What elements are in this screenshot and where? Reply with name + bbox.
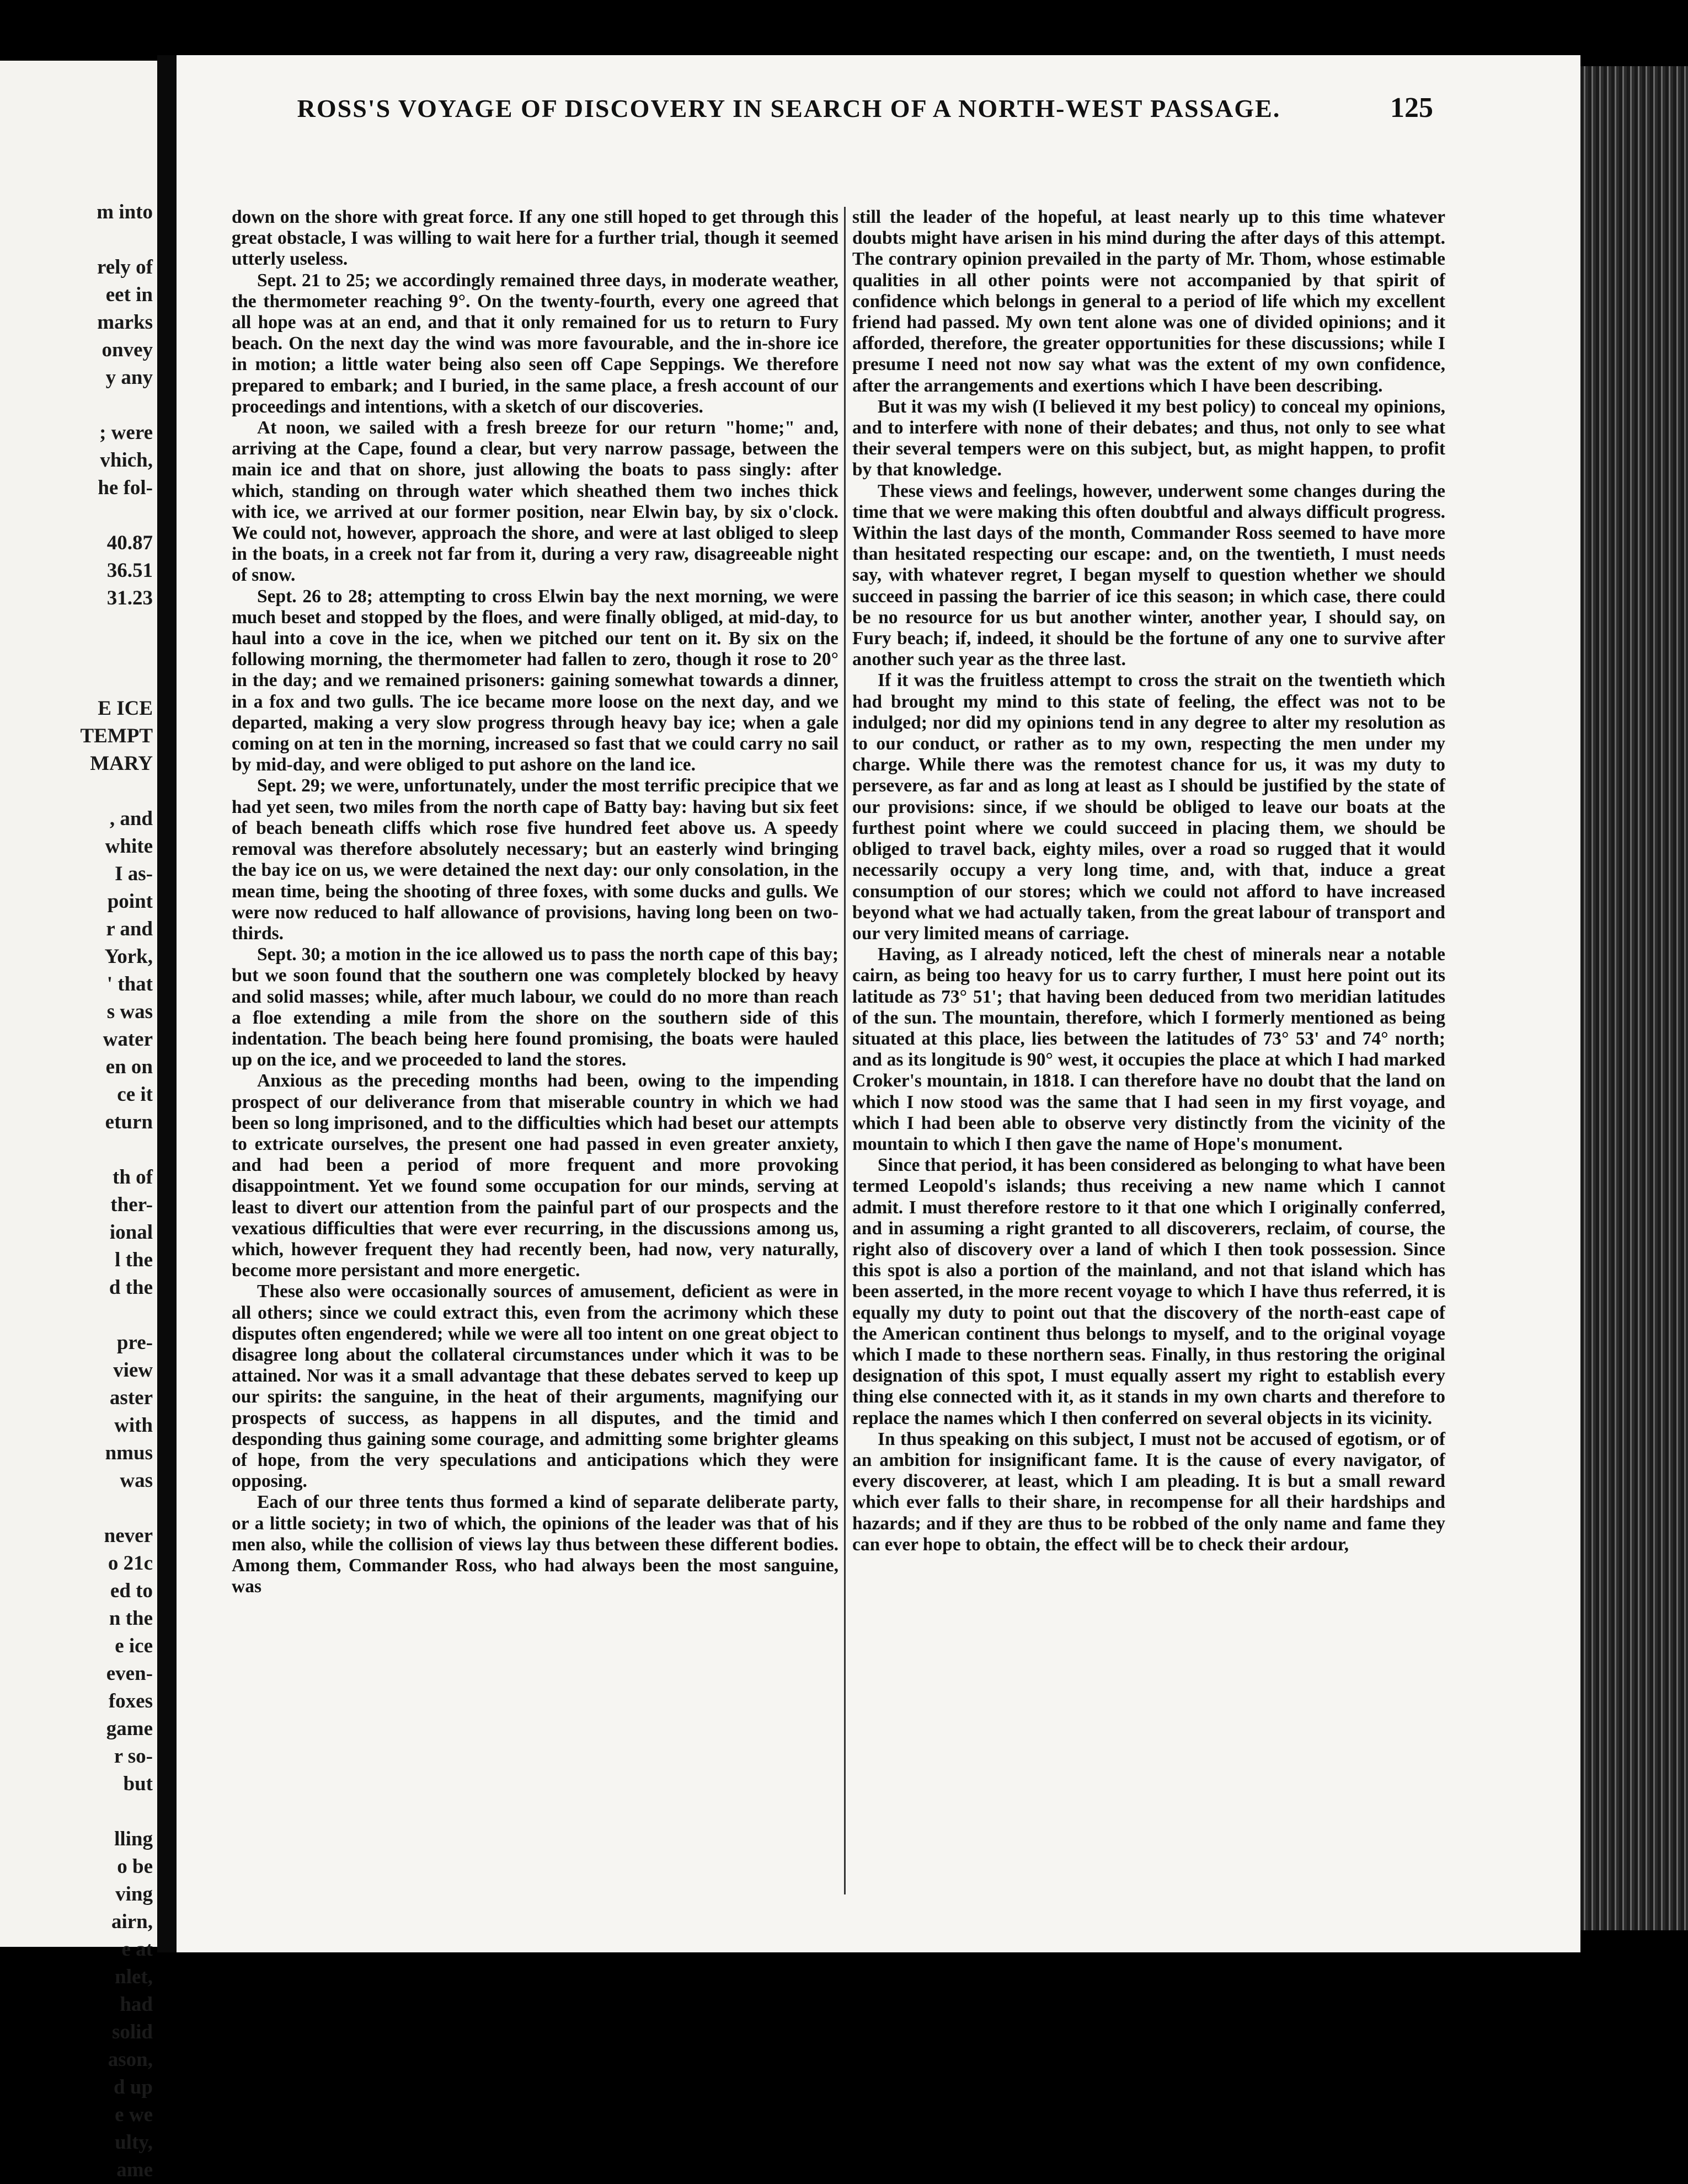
text-fragment: o 21c bbox=[108, 1552, 153, 1575]
text-fragment: MARY bbox=[90, 752, 153, 775]
text-fragment: but bbox=[123, 1773, 153, 1795]
text-fragment: e we bbox=[115, 2103, 153, 2126]
text-fragment: e ice bbox=[115, 1635, 153, 1657]
paragraph: Having, as I already noticed, left the chest of minerals near a notable cairn, as being too heavy for us to carry further, I must here point out its latitude as 73° 51'; that having been deduced from two meridian latitudes of the sun. The mountain, therefore, which I formerly mentioned as being situated at this place, lies between the latitudes of 73° 53' and 74° north; and as its longitude is 90° west, it occupies the place at which I had marked Croker's mountain, in 1818. I can therefore have no doubt that the land on which I now stood was the same that I had seen in my first voyage, and which I had been able to observe very distinctly from the vicinity of the mountain to which I then gave the name of Hope's monument. bbox=[852, 944, 1445, 1154]
text-fragment: ional bbox=[109, 1221, 153, 1244]
book-gutter bbox=[157, 55, 177, 1952]
text-fragment: was bbox=[120, 1469, 153, 1492]
text-fragment: marks bbox=[97, 311, 153, 334]
text-fragment: ulty, bbox=[115, 2131, 153, 2154]
text-fragment: pre- bbox=[116, 1331, 153, 1354]
text-fragment: th of bbox=[113, 1166, 153, 1189]
text-fragment: vhich, bbox=[100, 449, 153, 472]
text-fragment: m into bbox=[97, 201, 153, 223]
text-fragment: 31.23 bbox=[106, 587, 153, 609]
previous-page-text-fragments bbox=[0, 199, 153, 2184]
paragraph: Anxious as the preceding months had been, owing to the impending prospect of our deliverance from that miserable country in which we had been so long imprisoned, and to the difficulties which had beset our attempts to extricate ourselves, the present one had passed in even greater anxiety, and had been a period of more frequent and more provoking disappointment. Yet we found some occupation for our minds, serving at least to divert our attention from the painful part of our prospects and the vexatious difficulties that were ever recurring, in the discussions among us, which, however frequent they had recently been, had now, very naturally, become more persistant and more energetic. bbox=[232, 1070, 838, 1281]
text-fragment bbox=[0, 1798, 153, 1826]
text-fragment: d up bbox=[114, 2076, 153, 2099]
text-fragment: he fol- bbox=[98, 477, 153, 499]
text-fragment: never bbox=[104, 1524, 153, 1547]
text-fragment: foxes bbox=[108, 1690, 153, 1712]
text-fragment: , and bbox=[109, 807, 153, 830]
text-fragment: ' that bbox=[106, 973, 153, 995]
text-fragment: TEMPT bbox=[80, 725, 153, 747]
text-fragment: 36.51 bbox=[106, 559, 153, 582]
text-fragment: nmus bbox=[105, 1442, 153, 1464]
text-fragment: rely of bbox=[97, 256, 153, 279]
text-fragment: I as- bbox=[115, 863, 153, 885]
paragraph: Sept. 29; we were, unfortunately, under the most terrific precipice that we had yet seen, two miles from the north cape of Batty bay: having but six feet of beach beneath cliffs which rose five hundred feet above us. A speedy removal was therefore absolutely necessary; but an easterly wind bringing the bay ice on us, we were detained the next day: our only consolation, in the mean time, being the shooting of three foxes, with some ducks and gulls. We were now reduced to half allowance of provisions, having long been on two-thirds. bbox=[232, 775, 838, 944]
text-fragment: game bbox=[106, 1717, 153, 1740]
previous-page-edge bbox=[0, 61, 157, 2181]
text-fragment bbox=[0, 226, 153, 254]
text-fragment: E ICE bbox=[98, 697, 153, 720]
text-fragment: nlet, bbox=[115, 1966, 153, 1988]
text-fragment bbox=[0, 612, 153, 640]
text-fragment: ce it bbox=[117, 1083, 153, 1106]
text-fragment: view bbox=[113, 1359, 153, 1382]
paragraph: Each of our three tents thus formed a kind of separate deliberate party, or a little society; in two of which, the opinions of the leader was that of his men also, while the collision of views lay thus between these different bodies. Among them, Commander Ross, who had always been the most sanguine, was bbox=[232, 1492, 838, 1597]
paragraph: Sept. 21 to 25; we accordingly remained three days, in moderate weather, the thermometer reaching 9°. On the twenty-fourth, every one agreed that all hope was at an end, and that it only remained for us to return to Fury beach. On the next day the wind was more favourable, and the in-shore ice in motion; a little water being also seen off Cape Seppings. We therefore prepared to embark; and I buried, in the same place, a fresh account of our proceedings and intentions, with a sketch of our discoveries. bbox=[232, 270, 838, 417]
text-fragment: solid bbox=[111, 2021, 153, 2043]
text-fragment bbox=[0, 778, 153, 805]
text-fragment: ving bbox=[115, 1883, 153, 1905]
text-fragment: ed to bbox=[110, 1580, 153, 1602]
page-stack-edge bbox=[1580, 66, 1688, 1930]
text-fragment: n the bbox=[109, 1607, 153, 1630]
text-fragment: l the bbox=[115, 1249, 153, 1271]
paragraph: At noon, we sailed with a fresh breeze for our return "home;" and, arriving at the Cape, found a clear, but very narrow passage, between the main ice and that on shore, just allowing the boats to pass singly: after which, standing on through water which sheathed them two inches thick with ice, we arrived at our former position, near Elwin bay, by six o'clock. We could not, however, approach the shore, and were at last obliged to sleep in the boats, in a creek not far from it, during a very raw, disagreeable night of snow. bbox=[232, 417, 838, 586]
text-fragment bbox=[0, 1495, 153, 1522]
text-fragment: lling bbox=[114, 1828, 153, 1850]
paragraph: But it was my wish (I believed it my best policy) to conceal my opinions, and to interfere with none of their debates; and thus, not only to see what their several tempers were on this subject, but, as might happen, to profit by that knowledge. bbox=[852, 396, 1445, 480]
text-fragment: had bbox=[120, 1993, 153, 2016]
text-fragment: even- bbox=[106, 1662, 153, 1685]
paragraph: Sept. 26 to 28; attempting to cross Elwin bay the next morning, we were much beset and stopped by the floes, and were finally obliged, at mid-day, to haul into a cove in the ice, when we pitched our tent on it. By six on the following morning, the thermometer had fallen to zero, though it rose to 20° in the day; and we remained prisoners: gaining somewhat towards a dinner, in a fox and two gulls. The ice became more loose on the next day, and we departed, making a very slow progress through heavy bay ice; when a gale coming on at ten in the morning, increased so fast that we could carry no sail by mid-day, and were obliged to put ashore on the land ice. bbox=[232, 586, 838, 775]
paragraph: down on the shore with great force. If any one still hoped to get through this great obstacle, I was willing to wait here for a further trial, though it seemed utterly useless. bbox=[232, 207, 838, 270]
text-fragment: York, bbox=[104, 945, 153, 968]
text-fragment: r and bbox=[106, 918, 153, 940]
text-fragment: eet in bbox=[105, 283, 153, 306]
text-fragment bbox=[0, 1302, 153, 1329]
paragraph: Sept. 30; a motion in the ice allowed us to pass the north cape of this bay; but we soon found that the southern one was completely blocked by heavy and solid masses; while, after much labour, we could do no more than reach a floe extending a mile from the shore on the southern side of this indentation. The beach being here found promising, the boats were hauled up on the ice, and we proceeded to land the stores. bbox=[232, 944, 838, 1070]
text-fragment: ther- bbox=[110, 1193, 153, 1216]
text-fragment bbox=[0, 502, 153, 529]
text-fragment: 40.87 bbox=[106, 532, 153, 554]
paragraph: Since that period, it has been considered as belonging to what have been termed Leopold's islands; thus receiving a new name which I cannot admit. I must therefore restore to it that one which I originally conferred, and in assuming a right granted to all discoverers, reclaim, of course, the right also of discovery over a land of which I then took possession. Since this spot is also a portion of the mainland, and not that island which has been asserted, in the more recent voyage to which I have thus referred, it is equally my duty to point out that the discovery of the north-east cape of the American continent thus belongs to myself, and to the original voyage which I made to these northern seas. Finally, in thus restoring the original designation of this spot, I must equally assert my right to establish every thing else connected with it, as it stands in my own charts and therefore to replace the names which I then conferred on several objects in its vicinity. bbox=[852, 1155, 1445, 1428]
text-fragment bbox=[0, 640, 153, 667]
text-fragment bbox=[0, 1136, 153, 1164]
paragraph: In thus speaking on this subject, I must not be accused of egotism, or of an ambition for insignificant fame. It is the cause of every navigator, of every discoverer, at least, which I am pleading. It is but a small reward which ever falls to their share, in recompense for all their hardships and hazards; and if they are thus to be robbed of the only name and fame they can ever hope to obtain, the effect will be to check their ardour, bbox=[852, 1428, 1445, 1555]
text-fragment: e at bbox=[121, 1938, 153, 1961]
text-fragment: aster bbox=[109, 1387, 153, 1409]
text-fragment: ason, bbox=[108, 2048, 153, 2071]
text-fragment: eturn bbox=[105, 1111, 153, 1133]
text-fragment bbox=[0, 392, 153, 419]
paragraph: These views and feelings, however, underwent some changes during the time that we were making this often doubtful and always difficult progress. Within the last days of the month, Commander Ross seemed to have more than hesitated respecting our escape: and, on the twentieth, I must needs say, with whatever regret, I began myself to question whether we should succeed in passing the barrier of ice this season; in which case, there could be no resource for us but another winter, another year, I should say, on Fury beach; if, indeed, it should be the fortune of any one to survive after another such year as the three last. bbox=[852, 480, 1445, 670]
left-column bbox=[232, 207, 838, 1597]
paragraph: still the leader of the hopeful, at least nearly up to this time whatever doubts might have arisen in his mind during the after days of this attempt. The contrary opinion prevailed in the party of Mr. Thom, whose estimable qualities in all other points were not accompanied by that spirit of confidence which belongs in general to a period of life which my excellent friend had passed. My own tent alone was one of divided opinions; and it afforded, therefore, the greater opportunities for these discussions; while I presume I need not now say what was the extent of my own confidence, after the arrangements and exertions which I have been describing. bbox=[852, 207, 1445, 396]
text-fragment: ame bbox=[116, 2159, 153, 2181]
text-fragment: en on bbox=[105, 1056, 153, 1078]
text-fragment: point bbox=[107, 890, 153, 913]
text-fragment: white bbox=[105, 835, 153, 858]
text-fragment: r so- bbox=[114, 1745, 153, 1768]
text-fragment: d the bbox=[109, 1276, 153, 1299]
text-fragment: ; were bbox=[99, 421, 153, 444]
text-fragment: airn, bbox=[111, 1910, 153, 1933]
column-divider bbox=[844, 207, 846, 1894]
paragraph: If it was the fruitless attempt to cross the strait on the twentieth which had brought my mind to this state of feeling, the effect was not to be indulged; nor did my opinions tend in any degree to alter my resolution as to our conduct, or rather as to my own, respecting the men under my charge. While there was the remotest chance for us, it was my duty to persevere, as far and as long at least as I should be justified by the state of our provisions: since, if we should be obliged to leave our boats at the furthest point where we could succeed in placing them, we should be obliged to travel back, eighty miles, over a road so rugged that it would necessarily occupy a very long time, and, with that, induce a great consumption of our stores; which we could not afford to have increased beyond what we had actually taken, from the great labour of transport and our very limited means of carriage. bbox=[852, 670, 1445, 944]
text-fragment: water bbox=[103, 1028, 153, 1051]
text-fragment: onvey bbox=[102, 339, 153, 361]
page-number: 125 bbox=[1390, 92, 1433, 124]
running-head: ROSS'S VOYAGE OF DISCOVERY IN SEARCH OF A NORTH-WEST PASSAGE. bbox=[297, 94, 1281, 122]
text-fragment: y any bbox=[105, 366, 153, 389]
text-fragment: o be bbox=[117, 1855, 153, 1878]
right-column bbox=[852, 207, 1445, 1555]
text-fragment bbox=[0, 667, 153, 695]
text-fragment: with bbox=[114, 1414, 153, 1437]
paragraph: These also were occasionally sources of amusement, deficient as were in all others; since we could extract this, even from the acrimony which these disputes often engendered; while we were all too intent on one great object to disagree long about the collateral circumstances under which it was to be attained. Nor was it a small advantage that these debates served to keep up our spirits: the sanguine, in the heat of their arguments, magnifying our prospects of success, as happens in all disputes, and the timid and desponding thus gaining some courage, and admitting some brighter gleams of hope, from the very speculations and anticipations which they were opposing. bbox=[232, 1281, 838, 1492]
text-fragment: s was bbox=[106, 1000, 153, 1023]
